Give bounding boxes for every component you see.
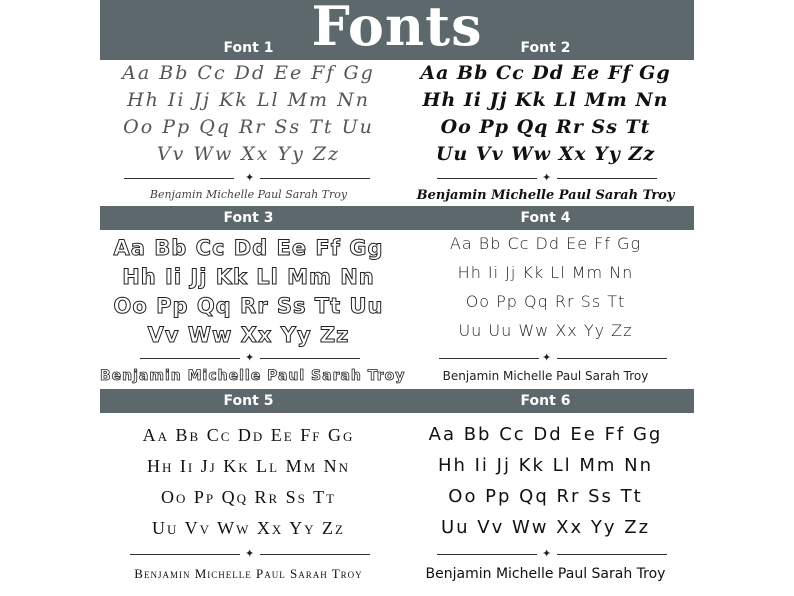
alphabet-row: Uu Vv Ww Xx Yy Zz [440, 517, 651, 538]
alphabet-row: Uu Vv Ww Xx Yy Zz [435, 143, 656, 165]
font-2-sample [397, 64, 694, 203]
font-1-sample [100, 64, 397, 201]
alphabet-row: Oo Pp Qq Rr Ss Tt Uu [123, 116, 374, 138]
font-6-label: Font 6 [520, 393, 571, 409]
divider: ✦ [100, 174, 397, 184]
divider: ✦ [397, 550, 694, 560]
alphabet-row: Oo Pp Qq Rr Ss Tt [160, 487, 337, 507]
alphabet-row: Oo Pp Qq Rr Ss Tt Uu [113, 294, 384, 318]
alphabet-row: Aa Bb Cc Dd Ee Ff Gg [142, 425, 355, 445]
alphabet-row: Uu Vv Ww Xx Yy Zz [152, 518, 345, 538]
divider: ✦ [397, 174, 694, 184]
alphabet-row: Hh Ii Jj Kk Ll Mm Nn [122, 265, 375, 289]
alphabet-row: Oo Pp Qq Rr Ss Tt [440, 116, 651, 138]
alphabet-row: Uu Uu Ww Xx Yy Zz [458, 321, 633, 340]
alphabet-row: Vv Ww Xx Yy Zz [156, 143, 341, 165]
title-banner [100, 0, 694, 60]
sample-names: Benjamin Michelle Paul Sarah Troy [442, 369, 649, 383]
divider: ✦ [100, 550, 397, 560]
font-3-sample [100, 236, 406, 384]
font-1-label: Font 1 [223, 40, 274, 56]
section-bar [100, 389, 694, 413]
alphabet-row: Aa Bb Cc Dd Ee Ff Gg [449, 234, 642, 253]
font-3-label: Font 3 [223, 210, 274, 226]
sample-names: Benjamin Michelle Paul Sarah Troy [134, 566, 363, 581]
font-6-sample [397, 426, 694, 582]
font-5-sample [100, 426, 397, 582]
alphabet-row: Aa Bb Cc Dd Ee Ff Gg [122, 62, 375, 84]
font-4-sample [397, 236, 694, 383]
divider: ✦ [100, 354, 397, 364]
sample-names: Benjamin Michelle Paul Sarah Troy [149, 188, 348, 201]
page-title: Fonts [311, 0, 483, 58]
alphabet-row: Hh Ii Jj Kk Ll Mm Nn [127, 89, 370, 111]
alphabet-row: Aa Bb Cc Dd Ee Ff Gg [428, 424, 663, 445]
font-4-label: Font 4 [520, 210, 571, 226]
font-2-label: Font 2 [520, 40, 571, 56]
alphabet-row: Oo Pp Qq Rr Ss Tt [448, 486, 643, 507]
alphabet-row: Hh Ii Jj Kk Ll Mm Nn [457, 263, 634, 282]
sample-names: Benjamin Michelle Paul Sarah Troy [425, 566, 666, 582]
sample-names: Benjamin Michelle Paul Sarah Troy [100, 368, 406, 384]
font-5-label: Font 5 [223, 393, 274, 409]
sample-names: Benjamin Michelle Paul Sarah Troy [416, 188, 675, 203]
alphabet-row: Aa Bb Cc Dd Ee Ff Gg [113, 236, 384, 260]
alphabet-row: Hh Ii Jj Kk Ll Mm Nn [146, 456, 351, 476]
section-bar [100, 206, 694, 230]
alphabet-row: Hh Ii Jj Kk Ll Mm Nn [422, 89, 669, 111]
alphabet-row: Oo Pp Qq Rr Ss Tt [465, 292, 626, 311]
alphabet-row: Hh Ii Jj Kk Ll Mm Nn [437, 455, 654, 476]
divider: ✦ [397, 354, 694, 364]
alphabet-row: Aa Bb Cc Dd Ee Ff Gg [420, 62, 671, 84]
alphabet-row: Vv Ww Xx Yy Zz [147, 323, 350, 347]
